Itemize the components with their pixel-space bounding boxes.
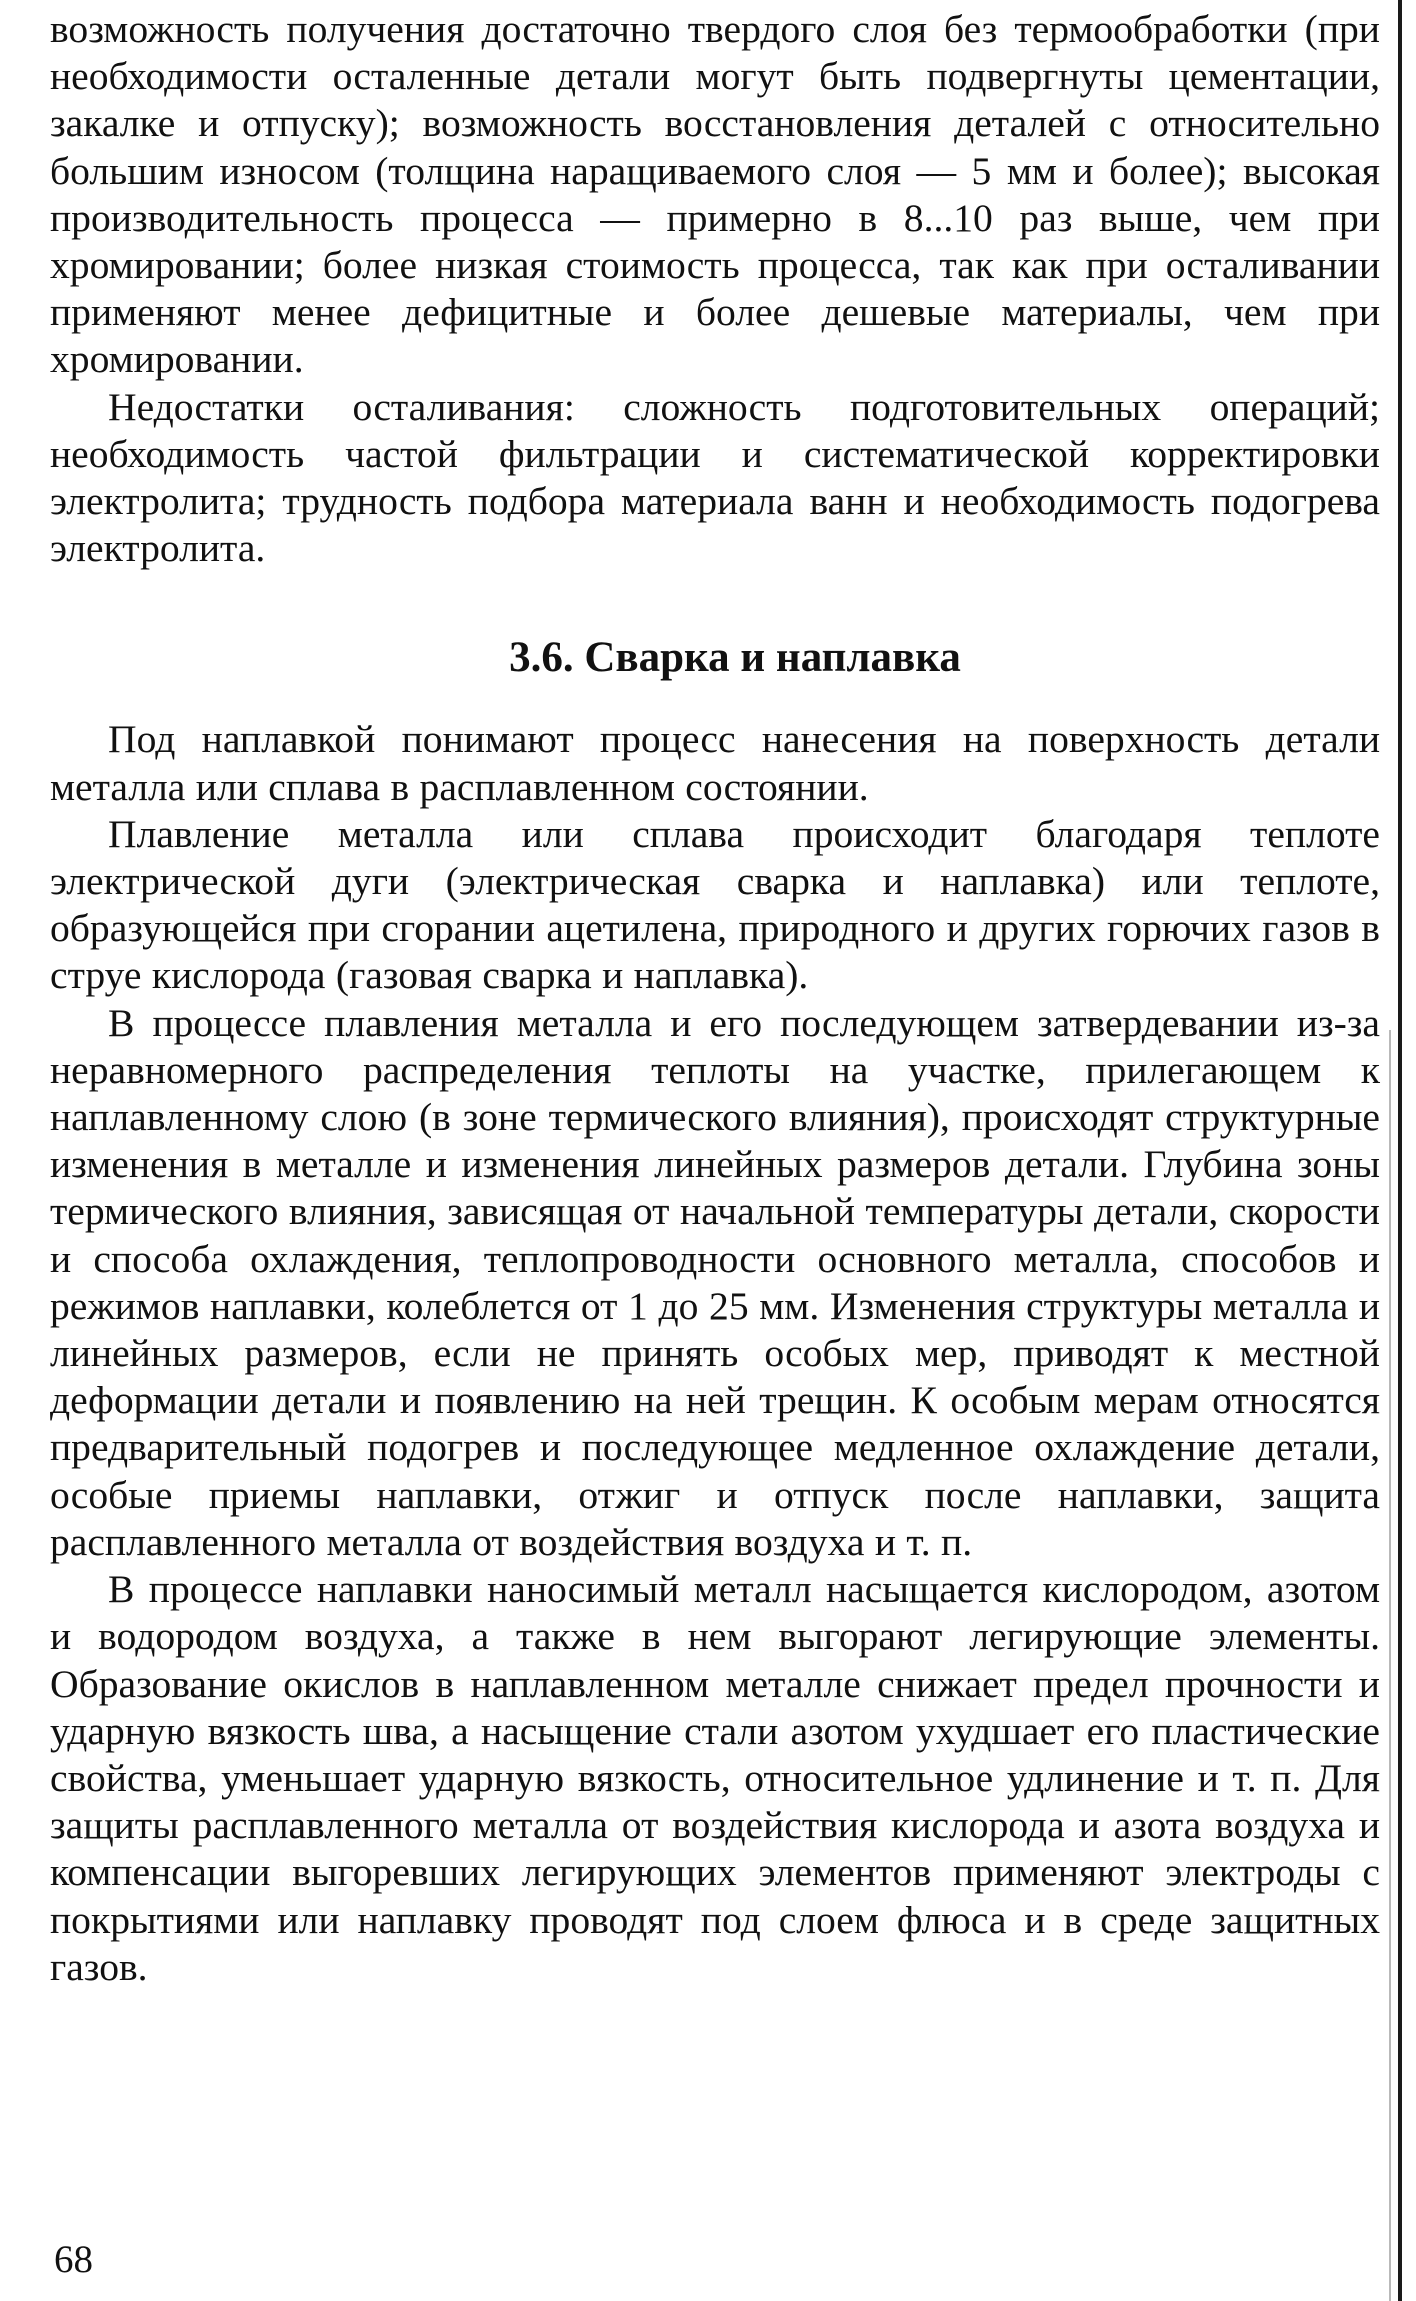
paragraph-melting: Плавление металла или сплава происходит благодаря теплоте электрической дуги (электрическая сварка и наплавка) или теплоте, образующейся при сгорании ацетилена, природного и других горючих газов в струе кислорода (газовая сварка и наплавка). (50, 811, 1380, 998)
scan-edge-shadow (1389, 1030, 1391, 2301)
scan-edge-line (1398, 0, 1402, 2301)
heading-spacer (50, 684, 1380, 716)
book-page (50, 6, 1380, 1991)
paragraph-definition: Под наплавкой понимают процесс нанесения на поверхность детали металла или сплава в расплавленном состоянии. (50, 717, 1380, 809)
paragraph-disadvantages: Недостатки осталивания: сложность подготовительных операций; необходимость частой фильтрации и систематической корректировки электролита; трудность подбора материала ванн и необходимость подогрева электролита. (50, 384, 1380, 571)
section-spacer (50, 572, 1380, 632)
paragraph-heat-zone: В процессе плавления металла и его последующем затвердевании из-за неравномерного распределения теплоты на участке, прилегающем к наплавленному слою (в зоне термического влияния), происходят структурные изменения в металле и изменения линейных размеров детали. Глубина зоны термического влияния, зависящая от начальной температуры детали, скорости и способа охлаждения, теплопроводности основного металла, способов и режимов наплавки, колеблется от 1 до 25 мм. Изменения структуры металла и линейных размеров, если не принять особых мер, приводят к местной деформации детали и появлению на ней трещин. К особым мерам относятся предварительный подогрев и последующее медленное охлаждение детали, особые приемы наплавки, отжиг и отпуск после наплавки, защита расплавленного металла от воздействия воздуха и т. п. (50, 1000, 1380, 1564)
paragraph-oxidation: В процессе наплавки наносимый металл насыщается кислородом, азотом и водородом воздуха, а также в нем выгорают легирующие элементы. Образование окислов в наплавленном металле снижает предел прочности и ударную вязкость шва, а насыщение стали азотом ухудшает его пластические свойства, уменьшает ударную вязкость, относительное удлинение и т. п. Для защиты расплавленного металла от воздействия кислорода и азота воздуха и компенсации выгоревших легирующих элементов применяют электроды с покрытиями или наплавку проводят под слоем флюса и в среде защитных газов. (50, 1567, 1380, 1989)
section-heading: 3.6. Сварка и наплавка (509, 634, 961, 682)
page-number: 68 (54, 2238, 93, 2281)
paragraph-continuation: возможность получения достаточно твердого слоя без термообработки (при необходимости осталенные детали могут быть подвергнуты цементации, закалке и отпуску); возможность восстановления деталей с относительно большим износом (толщина наращиваемого слоя — 5 мм и более); высокая производительность процесса — примерно в 8...10 раз выше, чем при хромировании; более низкая стоимость процесса, так как при осталивании применяют менее дефицитные и более дешевые материалы, чем при хромировании. (50, 7, 1380, 382)
